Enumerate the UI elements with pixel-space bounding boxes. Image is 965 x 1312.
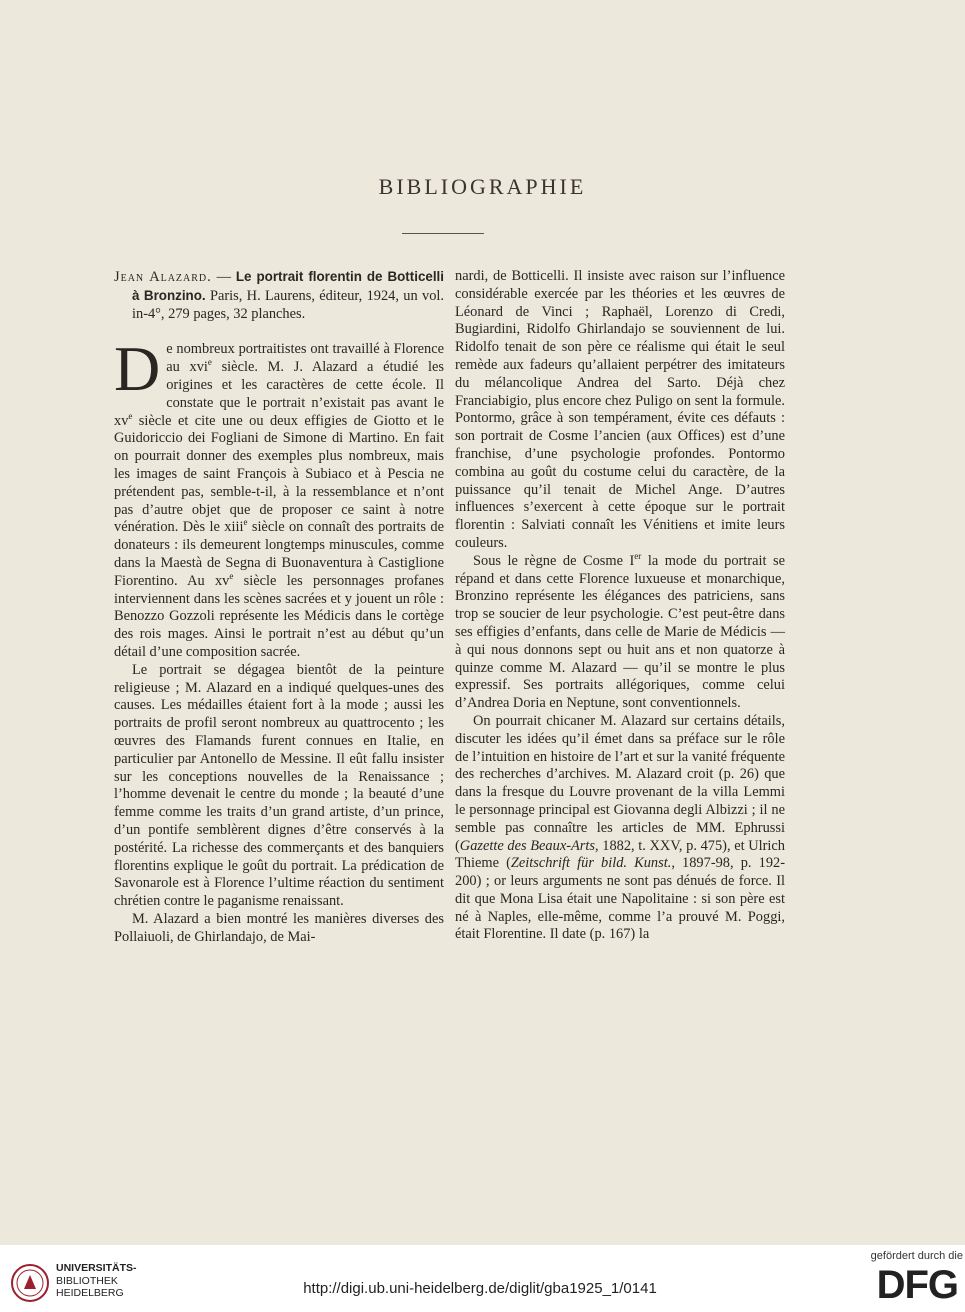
left-p1-text-a: e nombreux portraitistes ont travaillé à Florence au xvi bbox=[166, 341, 444, 376]
left-paragraph-1 bbox=[114, 333, 445, 661]
left-p1-text-b: siècle. M. J. Alazard a étudié les origines et les caractères de cette école. Il constate que le portrait n’existait pas avant le xv bbox=[114, 359, 444, 429]
reference-author: Jean Alazard. bbox=[114, 269, 212, 285]
title-divider bbox=[402, 233, 484, 234]
university-seal-icon bbox=[10, 1263, 50, 1303]
right-paragraph-2 bbox=[455, 550, 785, 713]
superscript: e bbox=[207, 357, 212, 368]
left-column bbox=[114, 268, 444, 946]
right-p2-text-a: Sous le règne de Cosme I bbox=[473, 552, 635, 569]
right-paragraph-1: nardi, de Botticelli. Il insiste avec raison sur l’influence considérable exercée par les théories et les œuvres de Léonard de Vinci ; Raphaël, Lorenzo di Credi, Bugiardini, Ridolfo Ghirlandajo se souviennent de lui. Ridolfo tenait de son père ce réalisme qui était le seul remède aux fadeurs qu’allaient perpétrer des imitateurs du mélancolique Andrea del Sarto. Déjà chez Franciabigio, plus encore chez Puligo on sent la formule. Pontormo, grâce à son tempérament, évite ces défauts : son portrait de Cosme l’ancien (aux Offices) est d’une franchise, d’une psychologie profondes. Pontormo combina au goût du costume celui du caractère, de la puissance qu’il tenait de Michel Ange. D’autres influences s’exercent à cette époque sur le portrait florentin : Salviati connaît les Vénitiens et imite leurs couleurs. bbox=[455, 268, 785, 551]
right-p3-text-a: On pourrait chicaner M. Alazard sur certains détails, discuter les idées qu’il émet dans sa préface sur le rôle de l’intuition en histoire de l’art et sur la vanité fréquente des recherches d’archives. M. Alazard croit (p. 26) que dans la fresque du Louvre provenant de la villa Lemmi le personnage principal est Giovanna degli Albizzi ; il ne semble pas connaître les articles de MM. Ephrussi ( bbox=[455, 712, 785, 854]
reference-dash: — bbox=[216, 269, 232, 285]
left-paragraph-3: M. Alazard a bien montré les manières diverses des Pollaiuoli, de Ghirlandajo, de Mai- bbox=[114, 910, 444, 945]
univ-line-2: BIBLIOTHEK bbox=[56, 1274, 118, 1287]
superscript: e bbox=[243, 517, 248, 528]
university-library-name bbox=[56, 1262, 196, 1300]
reference-book-title: Le portrait florentin de Botticelli à Bronzino. bbox=[132, 269, 444, 303]
source-url-link[interactable]: http://digi.ub.uni-heidelberg.de/diglit/gba1925_1/0141 bbox=[303, 1280, 657, 1297]
dfg-funding-label: gefördert durch die bbox=[870, 1250, 963, 1262]
page-title: BIBLIOGRAPHIE bbox=[378, 174, 587, 199]
superscript: e bbox=[128, 410, 133, 421]
univ-line-3: HEIDELBERG bbox=[56, 1287, 124, 1299]
bibliographic-reference bbox=[114, 268, 444, 323]
left-p1-text-d: siècle on connaît des portraits de donateurs : ils demeurent longtemps minuscules, comme dans la Maestà de Segna di Buonaventura à Castiglione Fiorentino. Au xv bbox=[114, 519, 444, 589]
left-p1-text-c: siècle et cite une ou deux effigies de Giotto et le Guidoriccio dei Fogliani de Simone di Martino. En fait on pourrait donner des exemples plus nombreux, mais les images de saint François à Subiaco et à Pescia ne prétendent pas, semble-t-il, à la ressemblance et n’ont pas d’autre objet que de proposer ce saint à notre vénération. Dès le xiii bbox=[114, 412, 444, 536]
right-p2-text-b: la mode du portrait se répand et dans cette Florence luxueuse et monarchique, Bronzino représente les élégances des patriciens, sans trop se soucier de leur psychologie. C’est peut-être dans ses effigies d’enfants, dans celle de Marie de Médicis — à qui nous donnons sept ou huit ans et non quatorze à quinze comme M. Alazard — qu’il se montre le plus expressif. Ses portraits allégoriques, comme celui d’Andrea Doria en Neptune, sont conventionnels. bbox=[455, 552, 785, 712]
left-paragraph-2: Le portrait se dégagea bientôt de la peinture religieuse ; M. Alazard en a indiqué quelques-unes des causes. Les médailles étaient fort à la mode ; aussi les portraits de profil seront nombreux au quattrocento ; les œuvres des Flamands furent connues en Italie, en particulier par Antonello de Messine. Il eût fallu insister sur les conceptions nouvelles de la Renaissance ; l’homme devenait le centre du monde ; la beauté d’une femme comme les traits d’un grand artiste, d’un prince, d’un pontife semblèrent dignes d’être conservés à la postérité. La richesse des commerçants et des banquiers florentins explique le goût du portrait. La prédication de Savonarole est à Florence l’ultime réaction du sentiment chrétien contre le paganisme renaissant. bbox=[114, 661, 444, 910]
right-column bbox=[455, 268, 785, 944]
reference-details: Paris, H. Laurens, éditeur, 1924, un vol. in-4°, 279 pages, 32 planches. bbox=[132, 287, 444, 322]
journal-title-gazette: Gazette des Beaux-Arts bbox=[459, 837, 595, 854]
right-p3-text-b: , 1882, t. XXV, p. 475), et Ulrich Thieme ( bbox=[455, 837, 786, 872]
right-p3-text-c: , 1897-98, p. 192-200) ; or leurs arguments ne sont pas dénués de force. Il dit que Mona Lisa était une Napolitaine : si son père est né à Naples, elle-même, comme l’a prouvé M. Poggi, était Florentine. Il date (p. 167) la bbox=[455, 855, 785, 943]
superscript: e bbox=[229, 570, 234, 581]
journal-title-zeitschrift: Zeitschrift für bild. Kunst. bbox=[510, 855, 672, 872]
superscript: er bbox=[634, 550, 642, 561]
left-p1-text-e: siècle les personnages profanes interviennent dans les scènes sacrées et y jouent un rôle : Benozzo Gozzoli représente les Médicis dans le cortège des rois mages. Ainsi le portrait n’est au début qu’un détail d’une composition sacrée. bbox=[114, 572, 445, 660]
right-paragraph-3 bbox=[455, 713, 785, 944]
drop-cap: D bbox=[114, 333, 161, 405]
dfg-logo: DFG bbox=[876, 1263, 958, 1307]
univ-line-1: UNIVERSITÄTS- bbox=[56, 1262, 137, 1274]
